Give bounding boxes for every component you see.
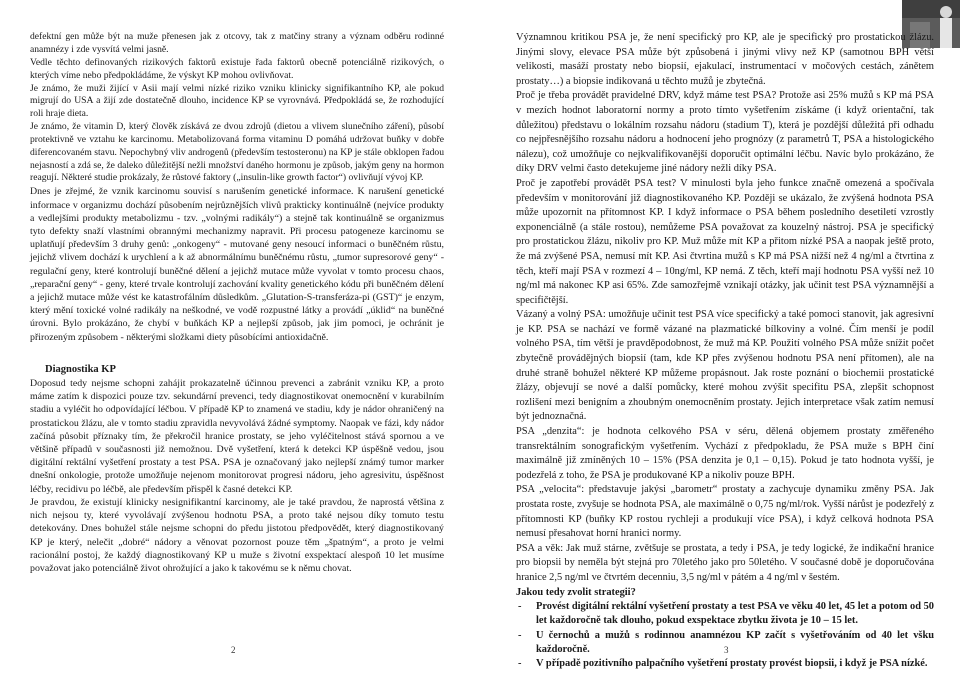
paragraph: Je pravdou, že existují klinicky nesignifikantní karcinomy, ale je také pravdou, že naprostá většina z nich nejsou ty, které vyvolávají zvýšenou hodnotu PSA, a proto také nejsou díky tomuto testu detekovány. Dnes bohužel stále nejsme schopni do předu jistotou předpovědět, který diagnostikovaný KP je který, nelečit „dobré“ nádory a věnovat pozornost pouze těm „špatným“, a proto je velmi racionální postoj, že každý diagnostikovaný KP u muže s životní exspektací alespoň 10 let musíme považovat jako potenciálně život ohrožující a jako k takovému se k němu chovat. bbox=[30, 496, 444, 574]
paragraph: PSA a věk: Jak muž stárne, zvětšuje se prostata, a tedy i PSA, je tedy logické, že indikační hranice pro biopsii by neměla být stejná pro 70letého jako pro 50letého. V současné době je doporučována hranice 2,5 ng/ml ve čtvrtém decenniu, 3,5 ng/ml v pátém a 4 ng/ml v šestém. bbox=[516, 542, 934, 583]
question: Jakou tedy zvolit strategii? bbox=[516, 586, 636, 598]
list-item: - V případě pozitivního palpačního vyšetření prostaty provést biopsii, i když je PSA nízké. bbox=[518, 658, 928, 670]
paragraph: defektní gen může být na muže přenesen jak z otcovy, tak z matčiny strany a význam odběru rodinné anamnézy i zde vysvítá velmi jasně. bbox=[30, 31, 444, 55]
right-column bbox=[516, 31, 934, 672]
paragraph: Proč je zapotřebí provádět PSA test? V minulosti byla jeho funkce značně omezená a spočívala především v monitorování již diagnostikovaného KP. Později se ukázalo, že zvýšená hodnota PSA může upozornit na přítomnost KP. I když informace o PSA během posledního desetiletí vzrostly exponenciálně (a stále rostou), nemůžeme PSA považovat za kouzelný nástroj. PSA je specifický pro prostatickou žlázu, nikoliv pro KP. Muž může mít KP a přitom nízké PSA a naopak ještě proto, že má zvýšené PSA, nemusí mít KP. Asi čtvrtina mužů s KP má PSA nižší než 4 ng/ml a čtvrtina z těch, kteří mají PSA v rozmezí 4 – 10ng/ml, KP nemá. Z těch, kteří mají hodnotu PSA vyšší než 10 ng/ml má nakonec KP asi 65%. Zde samozřejmě vznikají otázky, jak učinit test PSA významnější a specifičtější. bbox=[516, 177, 934, 306]
paragraph: PSA „denzita“: je hodnota celkového PSA v séru, dělená objemem prostaty změřeného transrektálním sonografickým vyšetřením. Vychází z předpokladu, že PSA muže s BPH činí maximálně již zmíněných 10 – 15% (PSA denzita je 0,1 – 0,15). Pokud je tato hodnota vyšší, je podezřelá z toho, že PSA je produkované KP a nikoliv pouze BPH. bbox=[516, 426, 934, 481]
paragraph: Je známo, že vitamin D, který člověk získává ze dvou zdrojů (dietou a vlivem slunečního záření), působí protektivně ve vztahu ke karcinomu. Metabolizovaná forma vitaminu D pomáhá udržovat buňky v dobře diferencovaném stavu. Nepochybný vliv androgenů (především testosteronu) na KP je stále obklopen řadou nejasností a zdá se, že daleko důležitější nežli množství daného hormonu je způsob, jakým geny na hormon reagují. Některé studie prokázaly, že růstové faktory („insulin-like growth factor“) ovlivňují vývoj KP. bbox=[30, 121, 444, 184]
paragraph: Dnes je zřejmé, že vznik karcinomu souvisí s narušením genetické informace. K narušení genetické informace v organizmu dochází působením nejrůznějších vlivů prakticky kontinuálně (nejvíce produkty a vedlejšími produkty metabolizmu - tzv. „volnými radikály“) a stejně tak kontinuálně se organizmus tyto defekty snaží vlastními obrannými mechanizmy napravit. Při procesu patogeneze karcinomu se uplatňují především 3 druhy genů: „onkogeny“ - mutované geny nesoucí informaci o buněčném růstu, jejichž vlivem dochází k urychlení a k až abnormálnímu buněčnému růstu, „tumor supresorové geny“ - regulační geny, které kontrolují buněčné dělení a jejichž mutace může vyvolat v tomto procesu chaos, „reparační geny“ - geny, které trvale kontrolují zachování kvality genetického kódu při buněčném dělení a jejichž mutace může vést ke katastrofálním důsledkům. „Glutation-S-transferáza-pi (GST)“ je enzym, který mění toxické volné radikály na neškodné, ve vodě rozpustné látky a provádí „úklid“ na buněčné úrovni. Bylo prokázáno, že chybí v buňkách KP a nejlepší způsob, jak jim pomoci, je ochránit je přirozeným způsobem - některými složkami diety působícími antioxidačně. bbox=[30, 186, 444, 343]
page-number: 2 bbox=[231, 645, 236, 655]
strategy-list bbox=[516, 600, 934, 671]
list-item: - Provést digitální rektální vyšetření prostaty a test PSA ve věku 40 let, 45 let a potom od 50 let každoročně tak dlouho, pokud exspektace zbytku života je 10 – 15 let. bbox=[518, 601, 934, 627]
paragraph: Doposud tedy nejsme schopni zahájit prokazatelně účinnou prevenci a zabránit vzniku KP, a proto máme zatím k dispozici pouze tzv. sekundární prevenci, tedy diagnostikovat onemocnění v kurabilním stadiu a vyléčit ho odpovídající léčbou. V případě KP to znamená ve stadiu, kdy je nádor ohraničený na prostatickou žlázu, ale v tomto stadiu zpravidla nevyvolává žádné symptomy. Naopak ve fázi, kdy nádor začíná působit příznaky tím, že překročil hranice prostaty, se jeho vyléčitelnost stává spornou a ve většině případů v současnosti již nemožnou. Dvě vyšetření, která k detekci KP úspěšně vedou, jsou digitální rektální vyšetření prostaty a test PSA. PSA je označovaný jako nejlepší známý tumor marker dnešní onkologie, protože umožňuje nejenom monitorovat progresi nádoru, jeho agresivitu, úspěšnost léčby, recidivu po léčbě, ale především přispěl k časné detekci KP. bbox=[30, 377, 444, 495]
section-heading: Diagnostika KP bbox=[45, 363, 116, 375]
page-number: 3 bbox=[724, 645, 729, 655]
list-item: - U černochů a mužů s rodinnou anamnézou KP začít s vyšetřováním od 40 let všku každoročně. bbox=[518, 629, 934, 656]
paragraph: PSA „velocita“: představuje jakýsi „barometr“ prostaty a zachycuje dynamiku změny PSA. Jak prostata roste, zvyšuje se hodnota PSA, ale maximálně o 0,75 ng/ml/rok. Vyšší nárůst je podezřelý z přítomnosti KP (buňky KP rostou rychleji a produkují více PSA), i když celková hodnota PSA nemusí přesahovat horní hranici normy. bbox=[516, 484, 934, 540]
paragraph: Vázaný a volný PSA: umožňuje učinit test PSA více specifický a také pomoci stanovit, jak agresivní je KP. PSA se nachází ve formě vázané na plazmatické bílkoviny a volné. Čím menší je podíl volného PSA, tím větší je pravděpodobnost, že muž má KP. Použití volného PSA může snížit počet zbytečně provádějných biopsií (tam, kde KP přes zvýšenou hodnotu PSA není přítomen), ale na druhé straně bohužel některé KP můžeme propásnout. Jak roste poznání o biochemii prostatické žlázy, objevují se nové a další pomůcky, které mohou zvýšit specifitu PSA, zlepšit schopnost rozlišení mezi benigním a zhoubným onemocněním prostaty. Jejich interpretace však zatím nemusí být jednoznačná. bbox=[516, 309, 934, 423]
paragraph: Proč je třeba provádět pravidelné DRV, když máme test PSA? Protože asi 25% mužů s KP má PSA v mezích hodnot laboratorní normy a proto tímto vyšetřením získáme (i když orientační, tak důležitou) představu o lokálním rozsahu nádoru (stadium T), která je pozdější důležitá při odhadu co nejpřesnějšího rozsahu nádoru a hodnocení jeho prognózy (z parametrů T, PSA a histologického nálezu), což umožňuje co nejkvalifikovanější doporučit optimální léčbu. Navíc bylo prokázáno, že díky DRV velmi často detekujeme jiné nádory nežli díky PSA. bbox=[516, 90, 934, 175]
paragraph: Významnou kritikou PSA je, že není specifický pro KP, ale je specifický pro prostatickou žlázu. Jinými slovy, elevace PSA může být způsobená i jinými vlivy než KP (samotnou BPH větší velikosti, masáží prostaty nebo biopsií, ejakulací, instrumentací v močových cestách, zánětem prostaty…) a biopsie indikovaná u těchto mužů je zbytečná. bbox=[516, 32, 934, 87]
paragraph: Vedle těchto definovaných rizikových faktorů existuje řada faktorů obecně potenciálně rizikových, o kterých víme nebo předpokládáme, že výskyt KP mohou ovlivňovat. bbox=[30, 56, 444, 81]
left-column bbox=[30, 31, 444, 575]
right-page bbox=[480, 0, 960, 679]
paragraph: Je známo, že muži žijící v Asii mají velmi nízké riziko vzniku klinicky signifikantního KP, ale pokud migrují do USA a žijí zde dostatečně dlouho, incidence KP se vyrovnává. Předpokládá se, že rozhodující roli hraje dieta. bbox=[30, 82, 444, 120]
